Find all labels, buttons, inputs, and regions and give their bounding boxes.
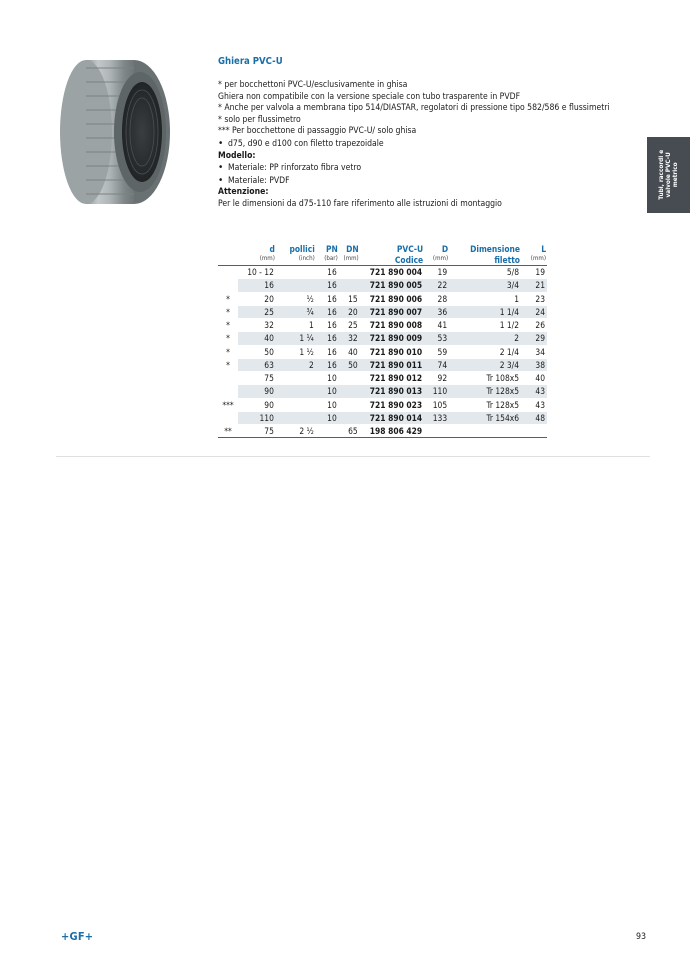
header-pn: PN [325, 244, 338, 254]
cell-dn: 65 [339, 425, 360, 438]
cell-L: 34 [521, 345, 547, 358]
cell-dn: 15 [339, 292, 360, 305]
cell-thread: 5/8 [449, 266, 521, 279]
cell-mark: * [218, 292, 238, 305]
cell-D: 36 [424, 305, 449, 318]
product-notes [218, 80, 648, 211]
note-line: * per bocchettoni PVC-U/esclusivamente in ghisa [218, 80, 408, 90]
cell-d: 16 [238, 279, 276, 292]
cell-pollici: ½ [276, 292, 316, 305]
cell-D: 53 [424, 332, 449, 345]
cell-pn: 10 [316, 385, 339, 398]
cell-thread: Tr 128x5 [449, 398, 521, 411]
section-side-tab [647, 137, 690, 213]
cell-code: 198 806 429 [360, 425, 424, 438]
cell-dn [339, 398, 360, 411]
unit-d: (mm) [238, 255, 276, 266]
cell-mark: * [218, 319, 238, 332]
unit-D: (mm) [424, 255, 449, 266]
header-mark [218, 243, 238, 255]
cell-pollici [276, 266, 316, 279]
cell-d: 90 [238, 398, 276, 411]
cell-dn [339, 279, 360, 292]
cell-pn: 16 [316, 319, 339, 332]
table-row [218, 385, 547, 398]
cell-code: 721 890 006 [360, 292, 424, 305]
table-row [218, 292, 547, 305]
cell-mark: * [218, 358, 238, 371]
table-row [218, 372, 547, 385]
header-pvcu: PVC-U [396, 244, 424, 254]
cell-dn: 32 [339, 332, 360, 345]
cell-L: 19 [521, 266, 547, 279]
cell-code: 721 890 014 [360, 411, 424, 424]
cell-thread: 1 1/4 [449, 305, 521, 318]
cell-dn [339, 266, 360, 279]
table-row [218, 266, 547, 279]
unit-filetto: filetto [449, 255, 521, 266]
cell-pollici: 1 ½ [276, 345, 316, 358]
cell-L: 24 [521, 305, 547, 318]
table-row [218, 425, 547, 438]
unit-dn: (mm) [339, 255, 360, 266]
cell-d: 50 [238, 345, 276, 358]
cell-mark [218, 279, 238, 292]
cell-code: 721 890 008 [360, 319, 424, 332]
cell-pn [316, 425, 339, 438]
side-tab-line: Tubi, raccordi e [656, 150, 665, 200]
cell-d: 32 [238, 319, 276, 332]
cell-L: 29 [521, 332, 547, 345]
cell-thread: 3/4 [449, 279, 521, 292]
cell-D: 41 [424, 319, 449, 332]
cell-L: 40 [521, 372, 547, 385]
cell-L: 21 [521, 279, 547, 292]
cell-D: 28 [424, 292, 449, 305]
cell-d: 75 [238, 425, 276, 438]
cell-mark [218, 385, 238, 398]
table-row [218, 411, 547, 424]
cell-pollici [276, 398, 316, 411]
cell-D: 59 [424, 345, 449, 358]
cell-pn: 10 [316, 372, 339, 385]
cell-thread: Tr 128x5 [449, 385, 521, 398]
cell-D [424, 425, 449, 438]
pvc-union-nut-image [56, 52, 174, 212]
cell-pollici: 1 ¼ [276, 332, 316, 345]
cell-d: 110 [238, 411, 276, 424]
unit-codice: Codice [360, 255, 424, 266]
cell-D: 92 [424, 372, 449, 385]
cell-D: 22 [424, 279, 449, 292]
cell-dn: 40 [339, 345, 360, 358]
unit-pn: (bar) [316, 255, 339, 266]
cell-pn: 10 [316, 398, 339, 411]
cell-code: 721 890 023 [360, 398, 424, 411]
section-divider [56, 456, 650, 457]
cell-pollici: 2 ½ [276, 425, 316, 438]
cell-thread: 1 1/2 [449, 319, 521, 332]
cell-mark [218, 266, 238, 279]
model-item: • Materiale: PVDF [218, 175, 648, 188]
unit-L: (mm) [521, 255, 547, 266]
cell-mark: * [218, 305, 238, 318]
cell-pollici [276, 279, 316, 292]
cell-dn [339, 372, 360, 385]
header-pollici: pollici [289, 244, 315, 254]
cell-D: 19 [424, 266, 449, 279]
cell-thread: 2 1/4 [449, 345, 521, 358]
cell-dn: 25 [339, 319, 360, 332]
note-line: Ghiera non compatibile con la versione speciale con tubo trasparente in PVDF [218, 91, 521, 102]
cell-L [521, 425, 547, 438]
cell-D: 110 [424, 385, 449, 398]
cell-pollici [276, 385, 316, 398]
cell-d: 10 - 12 [238, 266, 276, 279]
note-line: * solo per flussimetro [218, 114, 301, 125]
cell-pn: 16 [316, 332, 339, 345]
cell-code: 721 890 010 [360, 345, 424, 358]
cell-code: 721 890 007 [360, 305, 424, 318]
table-row [218, 279, 547, 292]
cell-pollici [276, 372, 316, 385]
cell-L: 38 [521, 358, 547, 371]
unit-pollici: (inch) [276, 255, 316, 266]
cell-pn: 16 [316, 279, 339, 292]
attention-text: Per le dimensioni da d75-110 fare riferimento alle istruzioni di montaggio [218, 198, 502, 209]
header-dimensione: Dimensione [470, 244, 520, 254]
cell-code: 721 890 005 [360, 279, 424, 292]
cell-d: 25 [238, 305, 276, 318]
cell-pollici: 2 [276, 358, 316, 371]
cell-pn: 16 [316, 305, 339, 318]
unit-mark [218, 255, 238, 266]
page-number: 93 [636, 932, 647, 942]
cell-pollici [276, 411, 316, 424]
model-item: • Materiale: PP rinforzato fibra vetro [218, 162, 648, 175]
table-row [218, 319, 547, 332]
table-row [218, 358, 547, 371]
product-title: Ghiera PVC-U [218, 56, 283, 67]
cell-D: 133 [424, 411, 449, 424]
cell-pollici: ¾ [276, 305, 316, 318]
cell-D: 74 [424, 358, 449, 371]
cell-dn [339, 385, 360, 398]
cell-L: 48 [521, 411, 547, 424]
header-D: D [441, 244, 449, 254]
cell-thread [449, 425, 521, 438]
table-row [218, 345, 547, 358]
table-row [218, 305, 547, 318]
header-dn: DN [346, 244, 359, 254]
table-row [218, 398, 547, 411]
model-heading: Modello: [218, 150, 256, 161]
cell-thread: 2 [449, 332, 521, 345]
cell-d: 90 [238, 385, 276, 398]
cell-mark: * [218, 332, 238, 345]
cell-d: 63 [238, 358, 276, 371]
cell-pollici: 1 [276, 319, 316, 332]
cell-thread: Tr 154x6 [449, 411, 521, 424]
cell-pn: 16 [316, 266, 339, 279]
cell-mark: *** [218, 398, 238, 411]
note-bullet: • d75, d90 e d100 con filetto trapezoidale [218, 138, 648, 151]
cell-pn: 16 [316, 345, 339, 358]
cell-dn: 50 [339, 358, 360, 371]
cell-d: 20 [238, 292, 276, 305]
cell-D: 105 [424, 398, 449, 411]
cell-L: 26 [521, 319, 547, 332]
side-tab-line: valvole PVC-U [663, 152, 672, 198]
cell-L: 23 [521, 292, 547, 305]
cell-pn: 16 [316, 358, 339, 371]
cell-L: 43 [521, 398, 547, 411]
cell-mark: * [218, 345, 238, 358]
header-d: d [269, 244, 275, 254]
cell-pn: 10 [316, 411, 339, 424]
cell-thread: 2 3/4 [449, 358, 521, 371]
cell-mark [218, 411, 238, 424]
cell-pn: 16 [316, 292, 339, 305]
cell-d: 40 [238, 332, 276, 345]
cell-thread: 1 [449, 292, 521, 305]
dimension-table [218, 243, 547, 438]
cell-L: 43 [521, 385, 547, 398]
cell-d: 75 [238, 372, 276, 385]
side-tab-label [658, 150, 680, 200]
cell-code: 721 890 013 [360, 385, 424, 398]
cell-mark [218, 372, 238, 385]
note-line: * Anche per valvola a membrana tipo 514/DIASTAR, regolatori di pressione tipo 582/586 e flussimetri [218, 103, 610, 114]
cell-thread: Tr 108x5 [449, 372, 521, 385]
cell-code: 721 890 009 [360, 332, 424, 345]
cell-mark: ** [218, 425, 238, 438]
cell-code: 721 890 011 [360, 358, 424, 371]
table-body [218, 266, 547, 438]
cell-dn: 20 [339, 305, 360, 318]
cell-code: 721 890 012 [360, 372, 424, 385]
header-L: L [541, 244, 546, 254]
note-line: *** Per bocchettone di passaggio PVC-U/ solo ghisa [218, 126, 417, 137]
table-row [218, 332, 547, 345]
attention-heading: Attenzione: [218, 187, 269, 198]
gf-logo: +GF+ [61, 930, 94, 943]
side-tab-line: metrico [671, 162, 680, 188]
cell-code: 721 890 004 [360, 266, 424, 279]
cell-dn [339, 411, 360, 424]
